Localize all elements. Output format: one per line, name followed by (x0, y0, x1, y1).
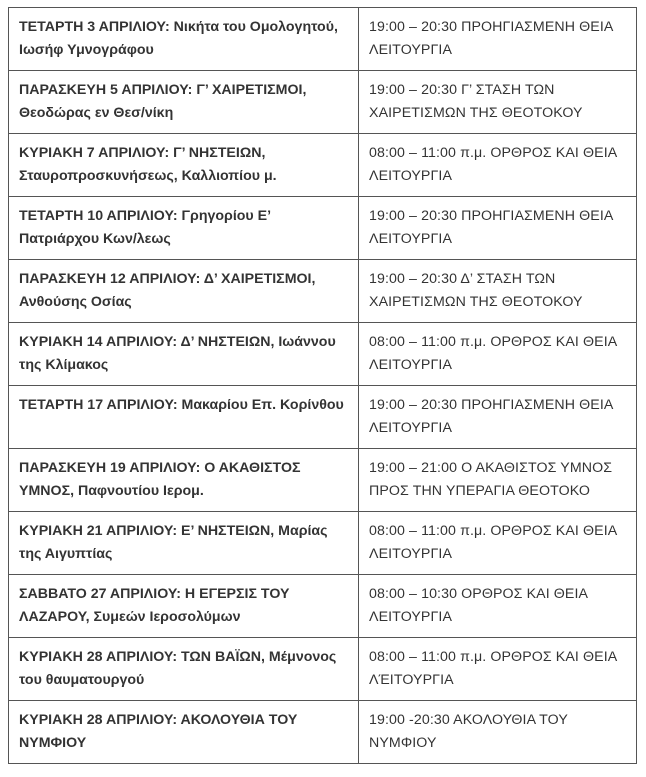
day-text: ΠΑΡΑΣΚΕΥΗ 5 ΑΠΡΙΛΙΟΥ: Γ’ ΧΑΙΡΕΤΙΣΜΟΙ, Θεοδώρας εν Θεσ/νίκη (19, 82, 307, 121)
service-text: 08:00 – 10:30 ΟΡΘΡΟΣ ΚΑΙ ΘΕΙΑ ΛΕΙΤΟΥΡΓΙΑ (369, 586, 588, 625)
table-row (9, 260, 637, 323)
service-cell (359, 134, 637, 197)
service-text: 19:00 – 20:30 ΠΡΟΗΓΙΑΣΜΕΝΗ ΘΕΙΑ ΛΕΙΤΟΥΡΓΙΑ (369, 397, 613, 436)
service-cell (359, 71, 637, 134)
service-text: 19:00 – 20:30 ΠΡΟΗΓΙΑΣΜΕΝΗ ΘΕΙΑ ΛΕΙΤΟΥΡΓΙΑ (369, 19, 613, 58)
service-cell (359, 323, 637, 386)
day-text: ΤΕΤΑΡΤΗ 17 ΑΠΡΙΛΙΟΥ: Μακαρίου Επ. Κορίνθου (19, 397, 344, 413)
table-row (9, 8, 637, 71)
schedule-table-body (9, 8, 637, 764)
service-text: 19:00 – 21:00 Ο ΑΚΑΘΙΣΤΟΣ ΥΜΝΟΣ ΠΡΟΣ ΤΗΝ ΥΠΕΡΑΓΙΑ ΘΕΟΤΟΚΟ (369, 460, 613, 499)
service-text: 08:00 – 11:00 π.μ. ΟΡΘΡΟΣ ΚΑΙ ΘΕΙΑ ΛΕΙΤΟΥΡΓΙΑ (369, 523, 617, 562)
day-text: ΚΥΡΙΑΚΗ 28 ΑΠΡΙΛΙΟΥ: ΑΚΟΛΟΥΘΙΑ ΤΟΥ ΝΥΜΦΙΟΥ (19, 712, 298, 751)
schedule-table (8, 7, 637, 764)
day-text: ΚΥΡΙΑΚΗ 28 ΑΠΡΙΛΙΟΥ: ΤΩΝ ΒΑΪΩΝ, Μέμνονος του θαυματουργού (19, 649, 337, 688)
table-row (9, 512, 637, 575)
day-cell (9, 323, 359, 386)
service-cell (359, 701, 637, 764)
service-cell (359, 386, 637, 449)
service-text: 08:00 – 11:00 π.μ. ΟΡΘΡΟΣ ΚΑΙ ΘΕΙΑ ΛΕΙΤΟΥΡΓΙΑ (369, 334, 617, 373)
day-cell (9, 197, 359, 260)
day-cell (9, 701, 359, 764)
day-text: ΣΑΒΒΑΤΟ 27 ΑΠΡΙΛΙΟΥ: Η ΕΓΕΡΣΙΣ ΤΟΥ ΛΑΖΑΡΟΥ, Συμεών Ιεροσολύμων (19, 586, 290, 625)
table-row (9, 134, 637, 197)
table-row (9, 323, 637, 386)
service-cell (359, 8, 637, 71)
table-row (9, 71, 637, 134)
day-cell (9, 638, 359, 701)
service-text: 19:00 -20:30 ΑΚΟΛΟΥΘΙΑ ΤΟΥ ΝΥΜΦΙΟΥ (369, 712, 568, 751)
service-cell (359, 638, 637, 701)
service-cell (359, 512, 637, 575)
service-cell (359, 197, 637, 260)
day-cell (9, 512, 359, 575)
service-text: 19:00 – 20:30 Δ’ ΣΤΑΣΗ ΤΩΝ ΧΑΙΡΕΤΙΣΜΩΝ ΤΗΣ ΘΕΟΤΟΚΟΥ (369, 271, 583, 310)
service-text: 19:00 – 20:30 Γ’ ΣΤΑΣΗ ΤΩΝ ΧΑΙΡΕΤΙΣΜΩΝ ΤΗΣ ΘΕΟΤΟΚΟΥ (369, 82, 583, 121)
service-text: 19:00 – 20:30 ΠΡΟΗΓΙΑΣΜΕΝΗ ΘΕΙΑ ΛΕΙΤΟΥΡΓΙΑ (369, 208, 613, 247)
table-row (9, 638, 637, 701)
day-cell (9, 134, 359, 197)
day-text: ΠΑΡΑΣΚΕΥΗ 12 ΑΠΡΙΛΙΟΥ: Δ’ ΧΑΙΡΕΤΙΣΜΟΙ, Ανθούσης Οσίας (19, 271, 316, 310)
table-row (9, 449, 637, 512)
day-cell (9, 575, 359, 638)
service-cell (359, 449, 637, 512)
service-text: 08:00 – 11:00 π.μ. ΟΡΘΡΟΣ ΚΑΙ ΘΕΙΑ ΛΈΙΤΟΥΡΓΙΑ (369, 649, 617, 688)
day-text: ΠΑΡΑΣΚΕΥΗ 19 ΑΠΡΙΛΙΟΥ: Ο ΑΚΑΘΙΣΤΟΣ ΥΜΝΟΣ, Παφνουτίου Ιερομ. (19, 460, 301, 499)
day-text: ΤΕΤΑΡΤΗ 3 ΑΠΡΙΛΙΟΥ: Νικήτα του Ομολογητού, Ιωσήφ Υμνογράφου (19, 19, 338, 58)
day-text: ΚΥΡΙΑΚΗ 7 ΑΠΡΙΛΙΟΥ: Γ’ ΝΗΣΤΕΙΩΝ, Σταυροπροσκυνήσεως, Καλλιοπίου μ. (19, 145, 277, 184)
day-text: ΚΥΡΙΑΚΗ 21 ΑΠΡΙΛΙΟΥ: Ε’ ΝΗΣΤΕΙΩΝ, Μαρίας της Αιγυπτίας (19, 523, 328, 562)
day-text: ΤΕΤΑΡΤΗ 10 ΑΠΡΙΛΙΟΥ: Γρηγορίου Ε’ Πατριάρχου Κων/λεως (19, 208, 271, 247)
service-cell (359, 260, 637, 323)
service-cell (359, 575, 637, 638)
table-row (9, 701, 637, 764)
day-cell (9, 260, 359, 323)
day-text: ΚΥΡΙΑΚΗ 14 ΑΠΡΙΛΙΟΥ: Δ’ ΝΗΣΤΕΙΩΝ, Ιωάννου της Κλίμακος (19, 334, 336, 373)
day-cell (9, 386, 359, 449)
table-row (9, 575, 637, 638)
day-cell (9, 71, 359, 134)
service-text: 08:00 – 11:00 π.μ. ΟΡΘΡΟΣ ΚΑΙ ΘΕΙΑ ΛΕΙΤΟΥΡΓΙΑ (369, 145, 617, 184)
table-row (9, 386, 637, 449)
day-cell (9, 449, 359, 512)
table-row (9, 197, 637, 260)
day-cell (9, 8, 359, 71)
